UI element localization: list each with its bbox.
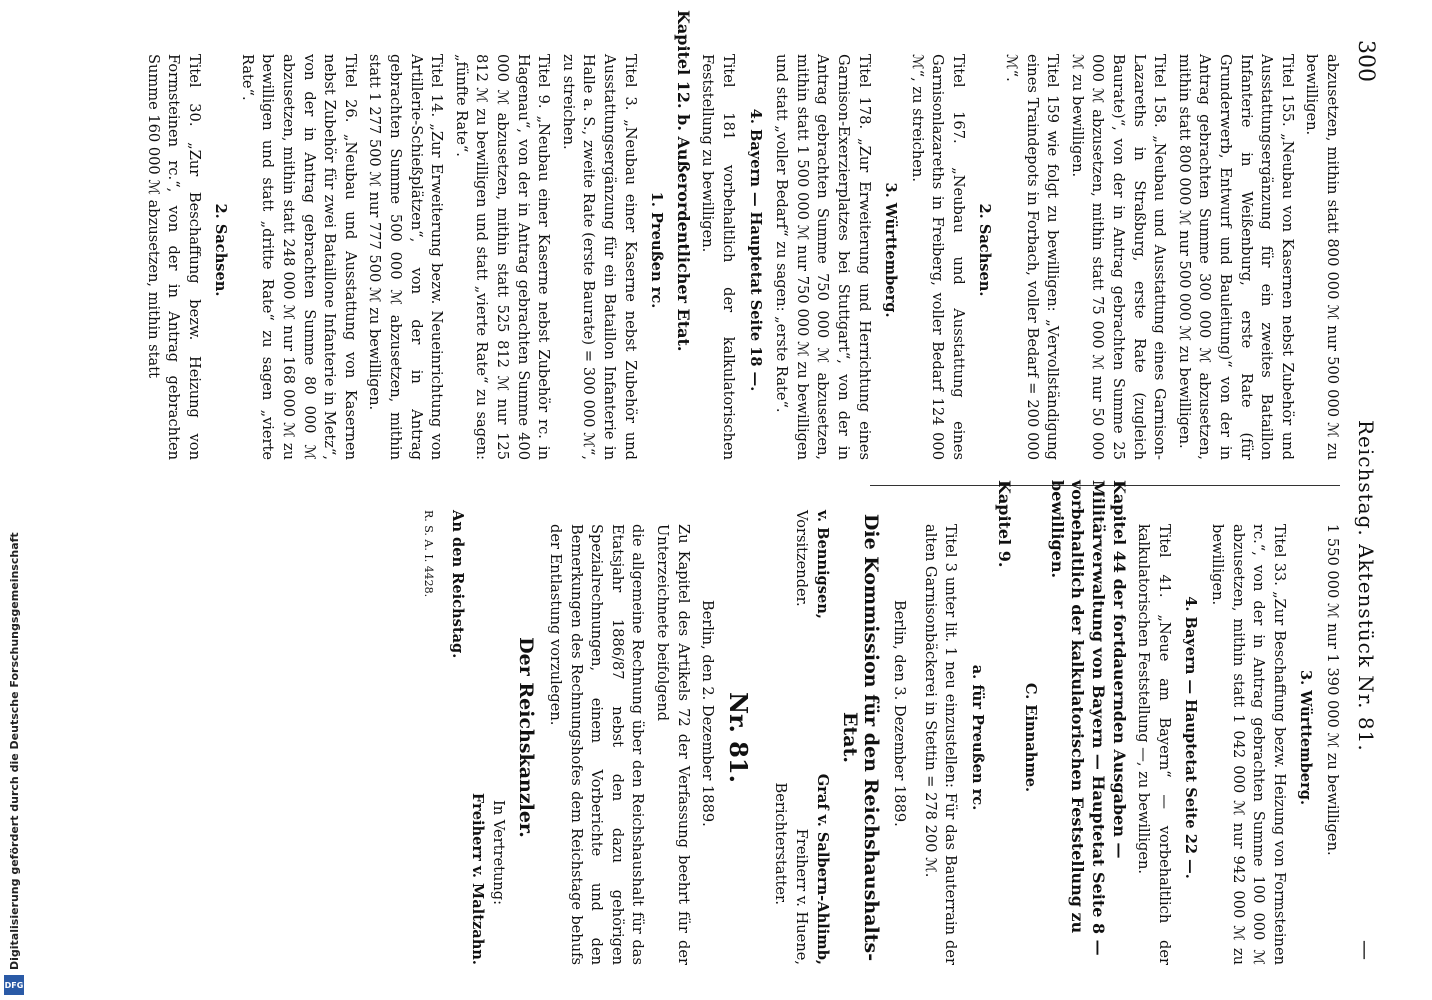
dfg-credit-strip (0, 0, 40, 1000)
dfg-logo: DFG (4, 975, 24, 995)
page-number: 300 (1353, 40, 1378, 82)
paragraph: Titel 155. „Neubau von Kasernen nebst Zubehör und Ausstattungsergänzung für ein zweites Bataillon Infanterie in Weißenburg, erste Rate (für Grunderwerb, Entwurf und Bauleitung)“ von der in Antrag gebrachten Summe 300 000 ℳ abzusetzen, mithin statt 800 000 ℳ nur 500 000 ℳ zu bewilligen. (1175, 54, 1296, 460)
signature-name: Graf v. Salbern-Ahlimb, (813, 773, 831, 965)
page-header (1344, 40, 1378, 960)
paragraph: Titel 14. „Zur Erweiterung bezw. Neueinrichtung von Artillerie-Schießplätzen“, von der in Antrag gebrachten Summe 500 000 ℳ abzusetzen, mithin statt 1 277 500 ℳ nur 777 500 ℳ zu bewilligen. (366, 54, 446, 460)
running-title: Reichstag. Aktenstück Nr. 81. (1354, 420, 1378, 752)
signature-note: In Vertretung: (489, 799, 507, 905)
dfg-credit-text: Digitalisierung gefördert durch die Deutsche Forschungsgemeinschaft (8, 532, 21, 970)
reference-number: R. S. A. I. 4428. (422, 510, 436, 598)
paragraph: Titel 30. „Zur Beschaffung bezw. Heizung von Formsteinen rc.“, von der in Antrag gebrachten Summe 160 000 ℳ abzusetzen, mithin statt (144, 54, 203, 460)
dateline: Berlin, den 3. Dezember 1889. (891, 600, 909, 827)
chapter-heading: Kapitel 44 der fortdauernden Ausgaben — Militärverwaltung von Bayern — Hauptetat Seite 8 — vorbehaltlich der kalkulatorischen Feststellung zu bewilligen. (1047, 480, 1129, 956)
paragraph: Titel 9. „Neubau einer Kaserne nebst Zubehör rc. in Hagenau“, von der in Antrag gebrachten Summe 400 000 ℳ abzusetzen, mithin statt 525 812 ℳ nur 125 812 ℳ zu bewilligen und statt „vierte Rate“ zu sagen: „fünfte Rate“. (452, 54, 553, 460)
section-heading: C. Einnahme. (1022, 682, 1040, 793)
authority-title: Die Kommission für den Reichshaushalts-Etat. (839, 513, 882, 962)
section-heading: 4. Bayern — Hauptetat Seite 22 —. (1182, 596, 1200, 879)
signature-name: Freiherr v. Maltzahn. (469, 792, 487, 965)
dateline: Berlin, den 2. Dezember 1889. (699, 600, 717, 827)
signature-row (811, 510, 832, 965)
paragraph: Titel 167. „Neubau und Ausstattung eines Garnisonlazareths in Freiberg, voller Bedarf 124 000 ℳ“, zu streichen. (908, 54, 967, 460)
right-column (417, 480, 1342, 965)
paragraph: Titel 33. „Zur Beschaffung bezw. Heizung von Formsteinen rc.“, von der in Antrag gebrachten Summe 100 000 ℳ abzusetzen, mithin statt 1 042 000 ℳ nur 942 000 ℳ zu bewilligen. (1209, 524, 1288, 965)
paragraph: Titel 26. „Neubau und Ausstattung von Kasernen nebst Zubehör für zwei Bataillone Infanterie in Metz“, von der in Antrag gebrachten Summe 80 000 ℳ abzusetzen, mithin statt 248 000 ℳ nur 168 000 ℳ zu bewilligen und statt „dritte Rate“ zu sagen „vierte Rate“. (238, 54, 359, 460)
paragraph: Titel 159 wie folgt zu bewilligen: „Vervollständigung eines Traindepots in Forbach, voller Bedarf = 200 000 ℳ“. (1003, 54, 1062, 460)
paragraph: Titel 158. „Neubau und Ausstattung eines Garnison-Lazareths in Straßburg, erste Rate (zugleich Baurate)“, von der in Antrag gebrachten Summe 25 000 ℳ abzusetzen, mithin statt 75 000 ℳ nur 50 000 ℳ zu bewilligen. (1068, 54, 1169, 460)
chapter-heading: Kapitel 9. (994, 480, 1014, 568)
paragraph: Zu Kapitel des Artikels 72 der Verfassung beehrt für der Unterzeichnete beifolgend (653, 524, 692, 965)
section-heading: 3. Württemberg. (1297, 669, 1315, 806)
authority-title: Der Reichskanzler. (515, 637, 538, 838)
document-number: Nr. 81. (723, 692, 753, 783)
paragraph: 1 550 000 ℳ nur 1 390 000 ℳ zu bewilligen. (1324, 524, 1341, 856)
signature-name: v. Bennigsen, (813, 510, 831, 619)
section-heading: 2. Sachsen. (976, 203, 994, 297)
signature-name: Vorsitzender. (792, 510, 810, 607)
header-dash: — (1354, 940, 1378, 960)
section-heading: a. für Preußen rc. (969, 664, 987, 811)
paragraph: Titel 178. „Zur Erweiterung und Herrichtung eines Garnison-Exerzierplatzes bei Stuttgart“, von der in Antrag gebrachten Summe 750 000 ℳ abzusetzen, mithin statt 1 500 000 ℳ nur 750 000 ℳ zu bewilligen und statt „voller Bedarf“ zu sagen: „erste Rate“. (773, 54, 873, 460)
paragraph: Titel 41. „Neue am Bayern“ — vorbehaltlich der kalkulatorischen Feststellung —, zu bewilligen. (1135, 524, 1173, 965)
paragraph: Titel 3 unter lit. 1 neu einzustellen: Für das Bauterrain der alten Garnisonbäckerei in Stettin = 278 200 ℳ. (921, 524, 960, 965)
section-heading: 4. Bayern — Hauptetat Seite 18 —. (746, 108, 764, 392)
left-column (138, 10, 1342, 460)
section-heading: 3. Württemberg. (882, 182, 900, 318)
paragraph: die allgemeine Rechnung über den Reichshaushalt für das Etatsjahr 1886/87 nebst den dazu gehörigen Spezialrechnungen, einem Vorberichte und den Bemerkungen des Rechnungshofes dem Reichstage behufs der Entlastung vorzulegen. (547, 524, 647, 965)
paragraph: Titel 3. „Neubau einer Kaserne nebst Zubehör und Ausstattungsergänzung für ein Bataillon Infanterie in Halle a. S., zweite Rate (erste Baurate) = 300 000 ℳ“, zu streichen. (559, 54, 639, 460)
signature-row (790, 510, 811, 965)
paragraph: abzusetzen, mithin statt 800 000 ℳ nur 500 000 ℳ zu bewilligen. (1303, 54, 1341, 460)
section-heading: 1. Preußen rc. (648, 191, 666, 309)
chapter-heading: Kapitel 12. b. Außerordentlicher Etat. (673, 10, 693, 352)
addressee: An den Reichstag. (448, 510, 466, 659)
paragraph: Titel 181 vorbehaltlich der kalkulatorischen Feststellung zu bewilligen. (699, 54, 737, 460)
section-heading: 2. Sachsen. (212, 203, 230, 297)
signature-name: Freiherr v. Huene, (792, 828, 810, 965)
signature-role: Berichterstatter. (772, 782, 790, 905)
